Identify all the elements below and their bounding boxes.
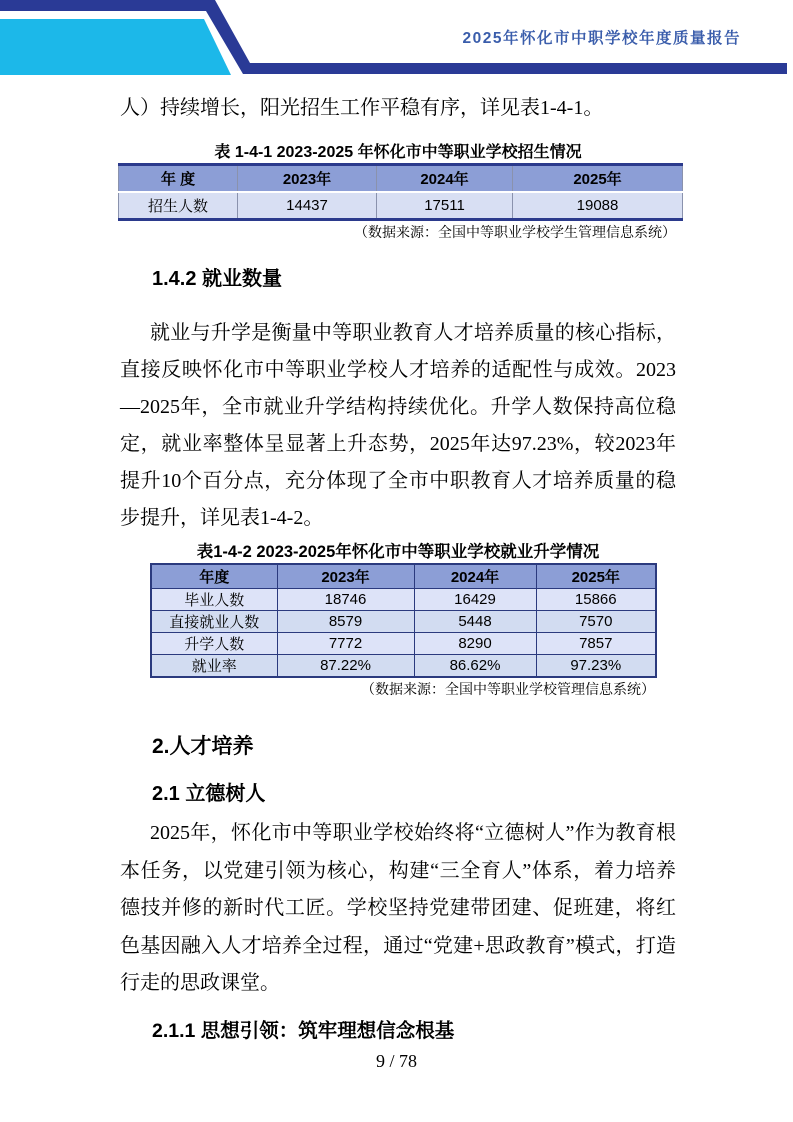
table2-cell: 86.62% [414, 655, 536, 678]
table2-source-note: （数据来源：全国中等职业学校管理信息系统） [361, 683, 655, 698]
section-1-4-2-paragraph: 就业与升学是衡量中等职业教育人才培养质量的核心指标，直接反映怀化市中等职业学校人才培养的适配性与成效。2023—2025年，全市就业升学结构持续优化。升学人数保持高位稳定，就业率整体呈显著上升态势，2025年达97.23%，较2023年提升10个百分点，充分体现了全市中职教育人才培养质量的稳步提升，详见表1-4-2。 [120, 322, 676, 529]
table2-cell: 5448 [414, 611, 536, 633]
table1-cell: 19088 [513, 192, 683, 220]
table2-cell: 8579 [277, 611, 414, 633]
table1-cell: 17511 [377, 192, 513, 220]
table-row [151, 633, 656, 655]
section-heading-1-4-2: 1.4.2 就业数量 [152, 268, 283, 290]
table2-row-label: 直接就业人数 [151, 611, 277, 633]
table2-row-label: 毕业人数 [151, 589, 277, 611]
table2-header-row [151, 564, 656, 589]
table2-cell: 7570 [536, 611, 656, 633]
table-row [151, 655, 656, 678]
section-heading-2-1: 2.1 立德树人 [152, 783, 266, 805]
table1-caption: 表 1-4-1 2023-2025 年怀化市中等职业学校招生情况 [214, 144, 582, 161]
section-heading-2: 2.人才培养 [152, 735, 254, 758]
table2-cell: 8290 [414, 633, 536, 655]
table2-row-label: 升学人数 [151, 633, 277, 655]
table2-col-year: 年度 [151, 564, 277, 589]
section-heading-2-1-1: 2.1.1 思想引领：筑牢理想信念根基 [152, 1019, 455, 1042]
table-row [119, 192, 683, 220]
table2-col-2025: 2025年 [536, 564, 656, 589]
table2-cell: 7857 [536, 633, 656, 655]
table2-cell: 7772 [277, 633, 414, 655]
table2-cell: 15866 [536, 589, 656, 611]
table2-cell: 16429 [414, 589, 536, 611]
table2-cell: 87.22% [277, 655, 414, 678]
table1-cell: 14437 [238, 192, 377, 220]
table1-col-year: 年 度 [119, 165, 238, 193]
table1-col-2025: 2025年 [513, 165, 683, 193]
table2-col-2023: 2023年 [277, 564, 414, 589]
table1-header-row [119, 165, 683, 193]
enrollment-table [118, 163, 683, 221]
page-number: 9 / 78 [375, 1051, 417, 1071]
table1-row-label: 招生人数 [119, 192, 238, 220]
section-2-1-paragraph: 2025年，怀化市中等职业学校始终将“立德树人”作为教育根本任务，以党建引领为核心，构建“三全育人”体系，着力培养德技并修的新时代工匠。学校坚持党建带团建、促班建，将红色基因融入人才培养全过程，通过“党建+思政教育”模式，打造行走的思政课堂。 [120, 822, 676, 994]
table2-cell: 97.23% [536, 655, 656, 678]
table1-col-2023: 2023年 [238, 165, 377, 193]
report-header-title: 2025年怀化市中职学校年度质量报告 [462, 30, 741, 47]
table-row [151, 611, 656, 633]
table1-source-note: （数据来源：全国中等职业学校学生管理信息系统） [354, 226, 676, 241]
table2-col-2024: 2024年 [414, 564, 536, 589]
table2-row-label: 就业率 [151, 655, 277, 678]
intro-continuation-paragraph: 人）持续增长，阳光招生工作平稳有序，详见表1-4-1。 [120, 97, 604, 119]
table2-cell: 18746 [277, 589, 414, 611]
table2-caption: 表1-4-2 2023-2025年怀化市中等职业学校就业升学情况 [196, 543, 600, 561]
employment-table [150, 563, 657, 678]
page-content [120, 0, 676, 1043]
table1-col-2024: 2024年 [377, 165, 513, 193]
table-row [151, 589, 656, 611]
